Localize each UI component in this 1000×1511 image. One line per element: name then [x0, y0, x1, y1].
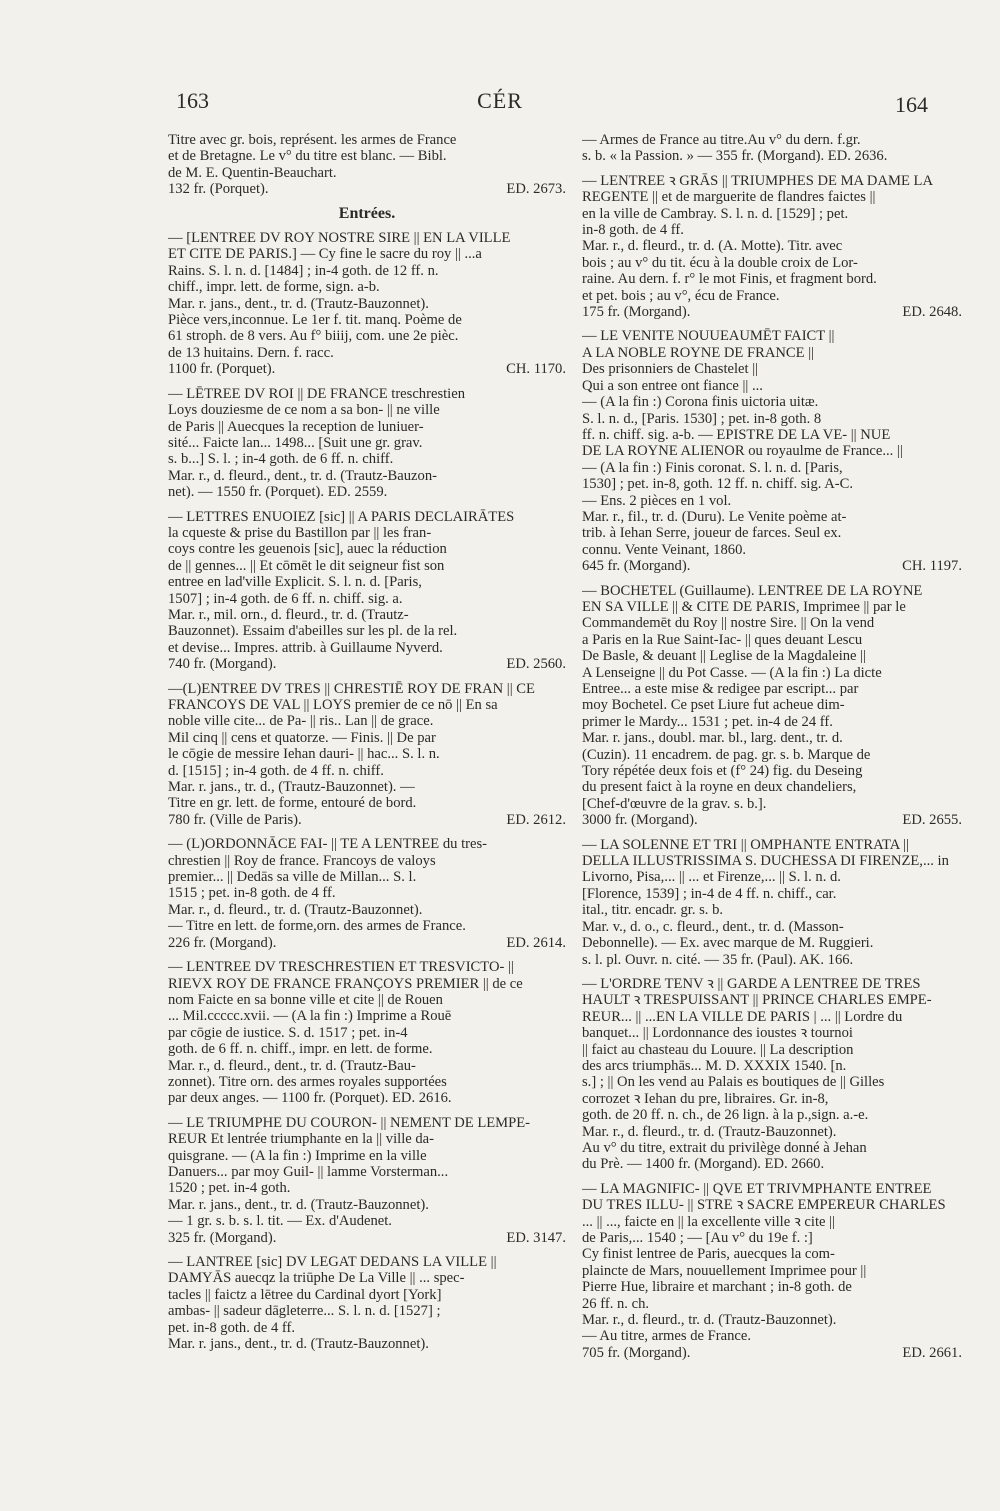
entry-line: ital., titr. encadr. gr. s. b.: [582, 902, 724, 919]
entry-line: plaincte de Mars, nouuellement Imprimee pour ||: [582, 1262, 867, 1279]
entry-line: Pierre Hue, libraire et marchant ; in-8 goth. de: [582, 1279, 852, 1296]
entry-line: en la ville de Cambray. S. l. n. d. [1529] ; pet.: [582, 205, 849, 222]
catalog-entry: [168, 206, 566, 222]
left-column: [168, 132, 566, 1492]
entry-line: DAMYĀS auecqz la triūphe De La Ville || ... spec-: [168, 1270, 465, 1287]
entry-line: (Cuzin). 11 encadrem. de pag. gr. s. b. Marque de: [582, 746, 871, 763]
entry-line: sité... Faicte lan... 1498... [Suit une gr. grav.: [168, 434, 423, 451]
catalog-entry: [582, 976, 962, 1173]
entry-line: 26 ff. n. ch.: [582, 1295, 650, 1312]
entry-line: noble ville cite... de Pa- || ris.. Lan || de grace.: [168, 713, 434, 730]
entry-line: — L'ORDRE TENV ꝛ || GARDE A LENTREE DE TRES: [582, 975, 921, 992]
price-line: [582, 558, 962, 574]
price: 175 fr. (Morgand).: [582, 304, 691, 321]
catalog-ref: ED. 2560.: [506, 656, 566, 673]
catalog-ref: CH. 1197.: [902, 558, 962, 575]
entry-line: — 1 gr. s. b. s. l. tit. — Ex. d'Audenet.: [168, 1213, 392, 1230]
entry-line: le cōgie de messire Iehan dauri- || hac... S. l. n.: [168, 746, 440, 763]
entry-line: de Paris,... 1540 ; — [Au v° du 19e f. :]: [582, 1230, 813, 1246]
entry-line: Mar. r., fil., tr. d. (Duru). Le Venite poème at-: [582, 508, 847, 525]
entry-line: d. [1515] ; in-4 goth. de 4 ff. n. chiff.: [168, 762, 384, 779]
catalog-entry: [582, 328, 962, 574]
catalog-entry: [168, 509, 566, 673]
entry-line: HAULT ꝛ TRESPUISSANT || PRINCE CHARLES EMPE-: [582, 992, 932, 1009]
entry-line: ff. n. chiff. sig. a-b. — EPISTRE DE LA VE- || NUE: [582, 426, 891, 443]
right-column: [582, 132, 962, 1492]
catalog-ref: ED. 3147.: [506, 1229, 566, 1246]
entry-line: corrozet ꝛ Iehan du pre, libraires. Gr. in-8,: [582, 1090, 829, 1107]
entry-line: nom Faicte en sa bonne ville et cite || de Rouen: [168, 991, 443, 1008]
entry-line: trib. à Iehan Serre, joueur de farces. Seul ex.: [582, 525, 842, 542]
entry-line: zonnet). Titre orn. des armes royales supportées: [168, 1073, 447, 1090]
entry-line: moy Bochetel. Ce pset Liure fut acheue dim-: [582, 697, 845, 714]
entry-line: S. l. n. d., [Paris. 1530] ; pet. in-8 goth. 8: [582, 410, 822, 427]
entry-line: Mar. r. jans., dent., tr. d. (Trautz-Bauzonnet).: [168, 1336, 429, 1353]
entry-line: banquet... || Lordonnance des ioustes ꝛ tournoi: [582, 1025, 853, 1042]
entry-line: Mar. r., mil. orn., d. fleurd., tr. d. (Trautz-: [168, 606, 409, 623]
entry-line: du present faict à la royne en deux chandeliers,: [582, 779, 857, 796]
catalog-ref: ED. 2661.: [902, 1344, 962, 1361]
entry-line: — LE TRIUMPHE DU COURON- || NEMENT DE LEMPE-: [168, 1114, 531, 1131]
entry-line: chrestien || Roy de france. Francoys de valoys: [168, 852, 436, 869]
entry-line: Mar. r. jans., tr. d., (Trautz-Bauzonnet). —: [168, 779, 415, 796]
entry-line: s.] ; || On les vend au Palais es boutiques de || Gilles: [582, 1074, 885, 1091]
entry-line: DELLA ILLUSTRISSIMA S. DUCHESSA DI FIRENZE,... in: [582, 853, 949, 870]
entry-line: 1530] ; pet. in-8, goth. 12 ff. n. chiff. sig. A-C.: [582, 476, 854, 493]
entry-line: et devise... Impres. attrib. à Guillaume Nyverd.: [168, 639, 443, 656]
catalog-entry: [168, 681, 566, 829]
entry-line: Mar. r., d. fleurd., dent., tr. d. (Trautz-Bauzon-: [168, 467, 437, 484]
entry-line: || faict au chasteau du Louure. || La description: [582, 1041, 854, 1058]
entry-line: Tory répétée deux fois et (f° 24) fig. du Deseing: [582, 763, 863, 780]
price: 645 fr. (Morgand).: [582, 558, 691, 575]
entry-line: 1515 ; pet. in-8 goth. de 4 ff.: [168, 885, 336, 902]
entry-line: — LENTREE ꝛ GRĀS || TRIUMPHES DE MA DAME LA: [582, 172, 933, 189]
entry-line: net). — 1550 fr. (Porquet). ED. 2559.: [168, 484, 388, 501]
entry-line: RIEVX ROY DE FRANCE FRANÇOYS PREMIER || de ce: [168, 975, 523, 992]
entry-line: —(L)ENTREE DV TRES || CHRESTIĒ ROY DE FRAN || CE: [168, 680, 535, 697]
price-line: [582, 812, 962, 828]
entry-line: a Paris en la Rue Saint-Iac- || ques deuant Lescu: [582, 631, 863, 648]
price: 3000 fr. (Morgand).: [582, 812, 698, 829]
entry-line: — LĒTREE DV ROI || DE FRANCE treschrestien: [168, 385, 466, 402]
entry-line: Mar. r. jans., dent., tr. d. (Trautz-Bauzonnet).: [168, 295, 429, 312]
entry-line: — Armes de France au titre.Au v° du dern. f.gr.: [582, 132, 861, 148]
entry-line: quisgrane. — (A la fin :) Imprime en la ville: [168, 1147, 427, 1164]
price: 705 fr. (Morgand).: [582, 1344, 691, 1361]
page-header: [0, 88, 1000, 122]
entry-line: du Prè. — 1400 fr. (Morgand). ED. 2660.: [582, 1156, 825, 1173]
entry-line: — Au titre, armes de France.: [582, 1328, 751, 1345]
entry-line: ... || ..., faicte en || la excellente ville ꝛ cite ||: [582, 1213, 835, 1230]
page-number-right: 164: [895, 92, 928, 117]
entry-line: A Lenseigne || du Pot Casse. — (A la fin :) La dicte: [582, 664, 882, 681]
price: 132 fr. (Porquet).: [168, 181, 269, 198]
entry-line: Entree... a este mise & redigee par escript... par: [582, 681, 859, 697]
catalog-ref: ED. 2673.: [506, 181, 566, 198]
entry-line: REUR Et lentrée triumphante en la || ville da-: [168, 1131, 435, 1148]
entry-line: — LENTREE DV TRESCHRESTIEN ET TRESVICTO- ||: [168, 959, 514, 976]
entry-line: chiff., impr. lett. de forme, sign. a-b.: [168, 279, 380, 296]
entry-line: Commandemēt du Roy || nostre Sire. || On la vend: [582, 615, 875, 632]
entry-line: de M. E. Quentin-Beauchart.: [168, 164, 337, 181]
entry-line: — LANTREE [sic] DV LEGAT DEDANS LA VILLE ||: [168, 1254, 497, 1270]
price: 226 fr. (Morgand).: [168, 934, 277, 951]
entry-line: bois ; au v° du tit. écu à la double croix de Lor-: [582, 254, 858, 271]
price-line: [168, 361, 566, 377]
entry-line: Rains. S. l. n. d. [1484] ; in-4 goth. de 12 ff. n.: [168, 262, 439, 279]
entry-line: la cqueste & prise du Bastillon par || les fran-: [168, 524, 432, 541]
entry-line: [Florence, 1539] ; in-4 de 4 ff. n. chiff., car.: [582, 885, 837, 902]
entry-line: primer le Mardy... 1531 ; pet. in-4 de 24 ff.: [582, 713, 833, 730]
entry-line: Mar. r., d. fleurd., tr. d. (Trautz-Bauzonnet).: [582, 1123, 837, 1140]
catalog-entry: [582, 837, 962, 968]
catalog-ref: ED. 2614.: [506, 934, 566, 951]
price-line: [168, 181, 566, 197]
entry-line: Debonnelle). — Ex. avec marque de M. Ruggieri.: [582, 935, 874, 952]
entry-line: — LETTRES ENUOIEZ [sic] || A PARIS DECLAIRĀTES: [168, 508, 515, 525]
price: 740 fr. (Morgand).: [168, 656, 277, 673]
entry-line: s. l. pl. Ouvr. n. cité. — 35 fr. (Paul). AK. 166.: [582, 951, 854, 968]
entry-line: — [LENTREE DV ROY NOSTRE SIRE || EN LA VILLE: [168, 230, 511, 247]
entry-line: par cōgie de iustice. S. d. 1517 ; pet. in-4: [168, 1024, 408, 1041]
entry-line: FRANCOYS DE VAL || LOYS premier de ce nō || En sa: [168, 697, 498, 713]
entry-line: par deux anges. — 1100 fr. (Porquet). ED. 2616.: [168, 1090, 452, 1107]
price-line: [168, 656, 566, 672]
entry-line: Qui a son entree ont fiance || ...: [582, 377, 763, 394]
entry-line: — Titre en lett. de forme,orn. des armes de France.: [168, 918, 466, 935]
catalog-entry: [168, 386, 566, 501]
catalog-entry: [582, 173, 962, 321]
entry-line: Mar. r., d. fleurd., tr. d. (Trautz-Bauzonnet).: [168, 901, 423, 918]
entry-line: coys contre les geuenois [sic], auec la réduction: [168, 541, 447, 558]
entry-line: Titre avec gr. bois, représent. les armes de France: [168, 132, 457, 148]
catalog-entry: [168, 1115, 566, 1246]
entry-line: — LE VENITE NOUUEAUMĒT FAICT ||: [582, 328, 835, 345]
entry-line: Des prisonniers de Chastelet ||: [582, 361, 759, 378]
section-heading: Entrées.: [338, 204, 396, 222]
catalog-ref: ED. 2648.: [902, 304, 962, 321]
entry-line: tacles || faictz a lētree du Cardinal dyort [York]: [168, 1286, 442, 1303]
entry-line: DU TRES ILLU- || STRE ꝛ SACRE EMPEREUR CHARLES: [582, 1197, 946, 1214]
entry-line: Mar. r., d. fleurd., tr. d. (A. Motte). Titr. avec: [582, 238, 843, 255]
catalog-entry: [582, 132, 962, 165]
entry-line: — BOCHETEL (Guillaume). LENTREE DE LA ROYNE: [582, 582, 923, 599]
price: 780 fr. (Ville de Paris).: [168, 811, 302, 828]
catalog-entry: [582, 583, 962, 829]
entry-line: goth. de 20 ff. n. ch., de 26 lign. à la p.,sign. a.-e.: [582, 1107, 869, 1124]
entry-line: Cy finist lentree de Paris, auecques la com-: [582, 1246, 835, 1263]
entry-line: — LA SOLENNE ET TRI || OMPHANTE ENTRATA ||: [582, 836, 909, 853]
entry-line: Titre en gr. lett. de forme, entouré de bord.: [168, 795, 417, 812]
entry-line: A LA NOBLE ROYNE DE FRANCE ||: [582, 344, 815, 361]
entry-line: de 13 huitains. Dern. f. racc.: [168, 344, 334, 361]
entry-line: s. b...] S. l. ; in-4 goth. de 6 ff. n. chiff.: [168, 451, 394, 468]
entry-line: De Basle, & deuant || Leglise de la Magdaleine ||: [582, 648, 867, 665]
catalog-entry: [168, 230, 566, 378]
entry-line: et pet. bois ; au v°, écu de France.: [582, 287, 780, 304]
entry-line: in-8 goth. de 4 ff.: [582, 222, 684, 239]
catalog-entry: [168, 132, 566, 198]
entry-line: — Ens. 2 pièces en 1 vol.: [582, 492, 732, 509]
entry-line: ET CITE DE PARIS.] — Cy fine le sacre du roy || ...a: [168, 246, 482, 263]
entry-line: 1507] ; in-4 goth. de 6 ff. n. chiff. sig. a.: [168, 590, 403, 607]
entry-line: raine. Au dern. f. r° le mot Finis, et fragment bord.: [582, 271, 877, 288]
entry-line: 1520 ; pet. in-4 goth.: [168, 1180, 291, 1197]
entry-line: ambas- || sadeur dāgleterre... S. l. n. d. [1527] ;: [168, 1303, 441, 1320]
price-line: [168, 812, 566, 828]
running-title: CÉR: [477, 88, 523, 113]
entry-line: Bauzonnet). Essaim d'abeilles sur les pl. de la rel.: [168, 623, 458, 640]
entry-line: Pièce vers,inconnue. Le 1er f. tit. manq. Poème de: [168, 312, 462, 329]
entry-line: Livorno, Pisa,... || ... et Firenze,... || S. l. n. d.: [582, 869, 841, 886]
catalog-ref: ED. 2612.: [506, 811, 566, 828]
price: 325 fr. (Morgand).: [168, 1229, 277, 1246]
entry-line: Au v° du titre, extrait du privilège donné à Jehan: [582, 1139, 867, 1156]
catalog-entry: [168, 1254, 566, 1352]
price-line: [582, 304, 962, 320]
entry-line: — (A la fin :) Corona finis uictoria uitæ.: [582, 394, 819, 411]
entry-line: REUR... || ...EN LA VILLE DE PARIS | ... || Lordre du: [582, 1008, 903, 1025]
catalog-entry: [582, 1181, 962, 1361]
entry-line: DE LA ROYNE ALIENOR ou royaulme de France... ||: [582, 443, 903, 460]
entry-line: — (L)ORDONNĀCE FAI- || TE A LENTREE du tres-: [168, 836, 488, 853]
entry-line: de Paris || Auecques la reception de luniuer-: [168, 418, 424, 435]
catalog-entry: [168, 959, 566, 1107]
entry-line: Mar. r., d. fleurd., dent., tr. d. (Trautz-Bau-: [168, 1057, 416, 1074]
entry-line: Mar. v., d. o., c. fleurd., dent., tr. d. (Masson-: [582, 918, 844, 935]
entry-line: et de Bretagne. Le v° du titre est blanc. — Bibl.: [168, 148, 447, 165]
entry-line: pet. in-8 goth. de 4 ff.: [168, 1319, 295, 1336]
entry-line: premier... || Dedās sa ville de Millan... S. l.: [168, 869, 417, 886]
catalog-entry: [168, 836, 566, 951]
price-line: [168, 935, 566, 951]
entry-line: de || gennes... || Et cōmēt le dit seigneur fist son: [168, 557, 445, 574]
entry-line: goth. de 6 ff. n. chiff., impr. en lett. de forme.: [168, 1041, 433, 1058]
entry-line: connu. Vente Veinant, 1860.: [582, 541, 747, 558]
entry-line: — LA MAGNIFIC- || QVE ET TRIVMPHANTE ENTREE: [582, 1180, 932, 1197]
catalog-ref: ED. 2655.: [902, 812, 962, 829]
entry-line: des arcs triumphās... M. D. XXXIX 1540. [n.: [582, 1057, 847, 1074]
entry-line: s. b. « la Passion. » — 355 fr. (Morgand). ED. 2636.: [582, 148, 888, 165]
price: 1100 fr. (Porquet).: [168, 361, 276, 378]
entry-line: Mar. r., d. fleurd., tr. d. (Trautz-Bauzonnet).: [582, 1312, 837, 1329]
price-line: [168, 1230, 566, 1246]
price-line: [582, 1345, 962, 1361]
page-number-left: 163: [176, 88, 209, 113]
entry-line: 61 stroph. de 8 vers. Au f° biiij, com. une 2e pièc.: [168, 328, 459, 345]
entry-line: REGENTE || et de marguerite de flandres faictes ||: [582, 189, 876, 206]
entry-line: Danuers... par moy Guil- || lamme Vorsterman...: [168, 1163, 449, 1180]
entry-line: Loys douziesme de ce nom a sa bon- || ne ville: [168, 402, 440, 419]
entry-line: entree en lad'ville Explicit. S. l. n. d. [Paris,: [168, 574, 422, 591]
entry-line: ... Mil.ccccc.xvii. — (A la fin :) Imprime a Rouē: [168, 1008, 452, 1025]
entry-line: EN SA VILLE || & CITE DE PARIS, Imprimee || par le: [582, 598, 906, 615]
entry-line: Mar. r. jans., dent., tr. d. (Trautz-Bauzonnet).: [168, 1196, 429, 1213]
catalog-ref: CH. 1170.: [506, 361, 566, 378]
entry-line: Mil cinq || cens et quatorze. — Finis. || De par: [168, 729, 436, 746]
entry-line: Mar. r. jans., doubl. mar. bl., larg. dent., tr. d.: [582, 730, 843, 747]
entry-line: [Chef-d'œuvre de la grav. s. b.].: [582, 795, 767, 812]
entry-line: — (A la fin :) Finis coronat. S. l. n. d. [Paris,: [582, 459, 843, 476]
